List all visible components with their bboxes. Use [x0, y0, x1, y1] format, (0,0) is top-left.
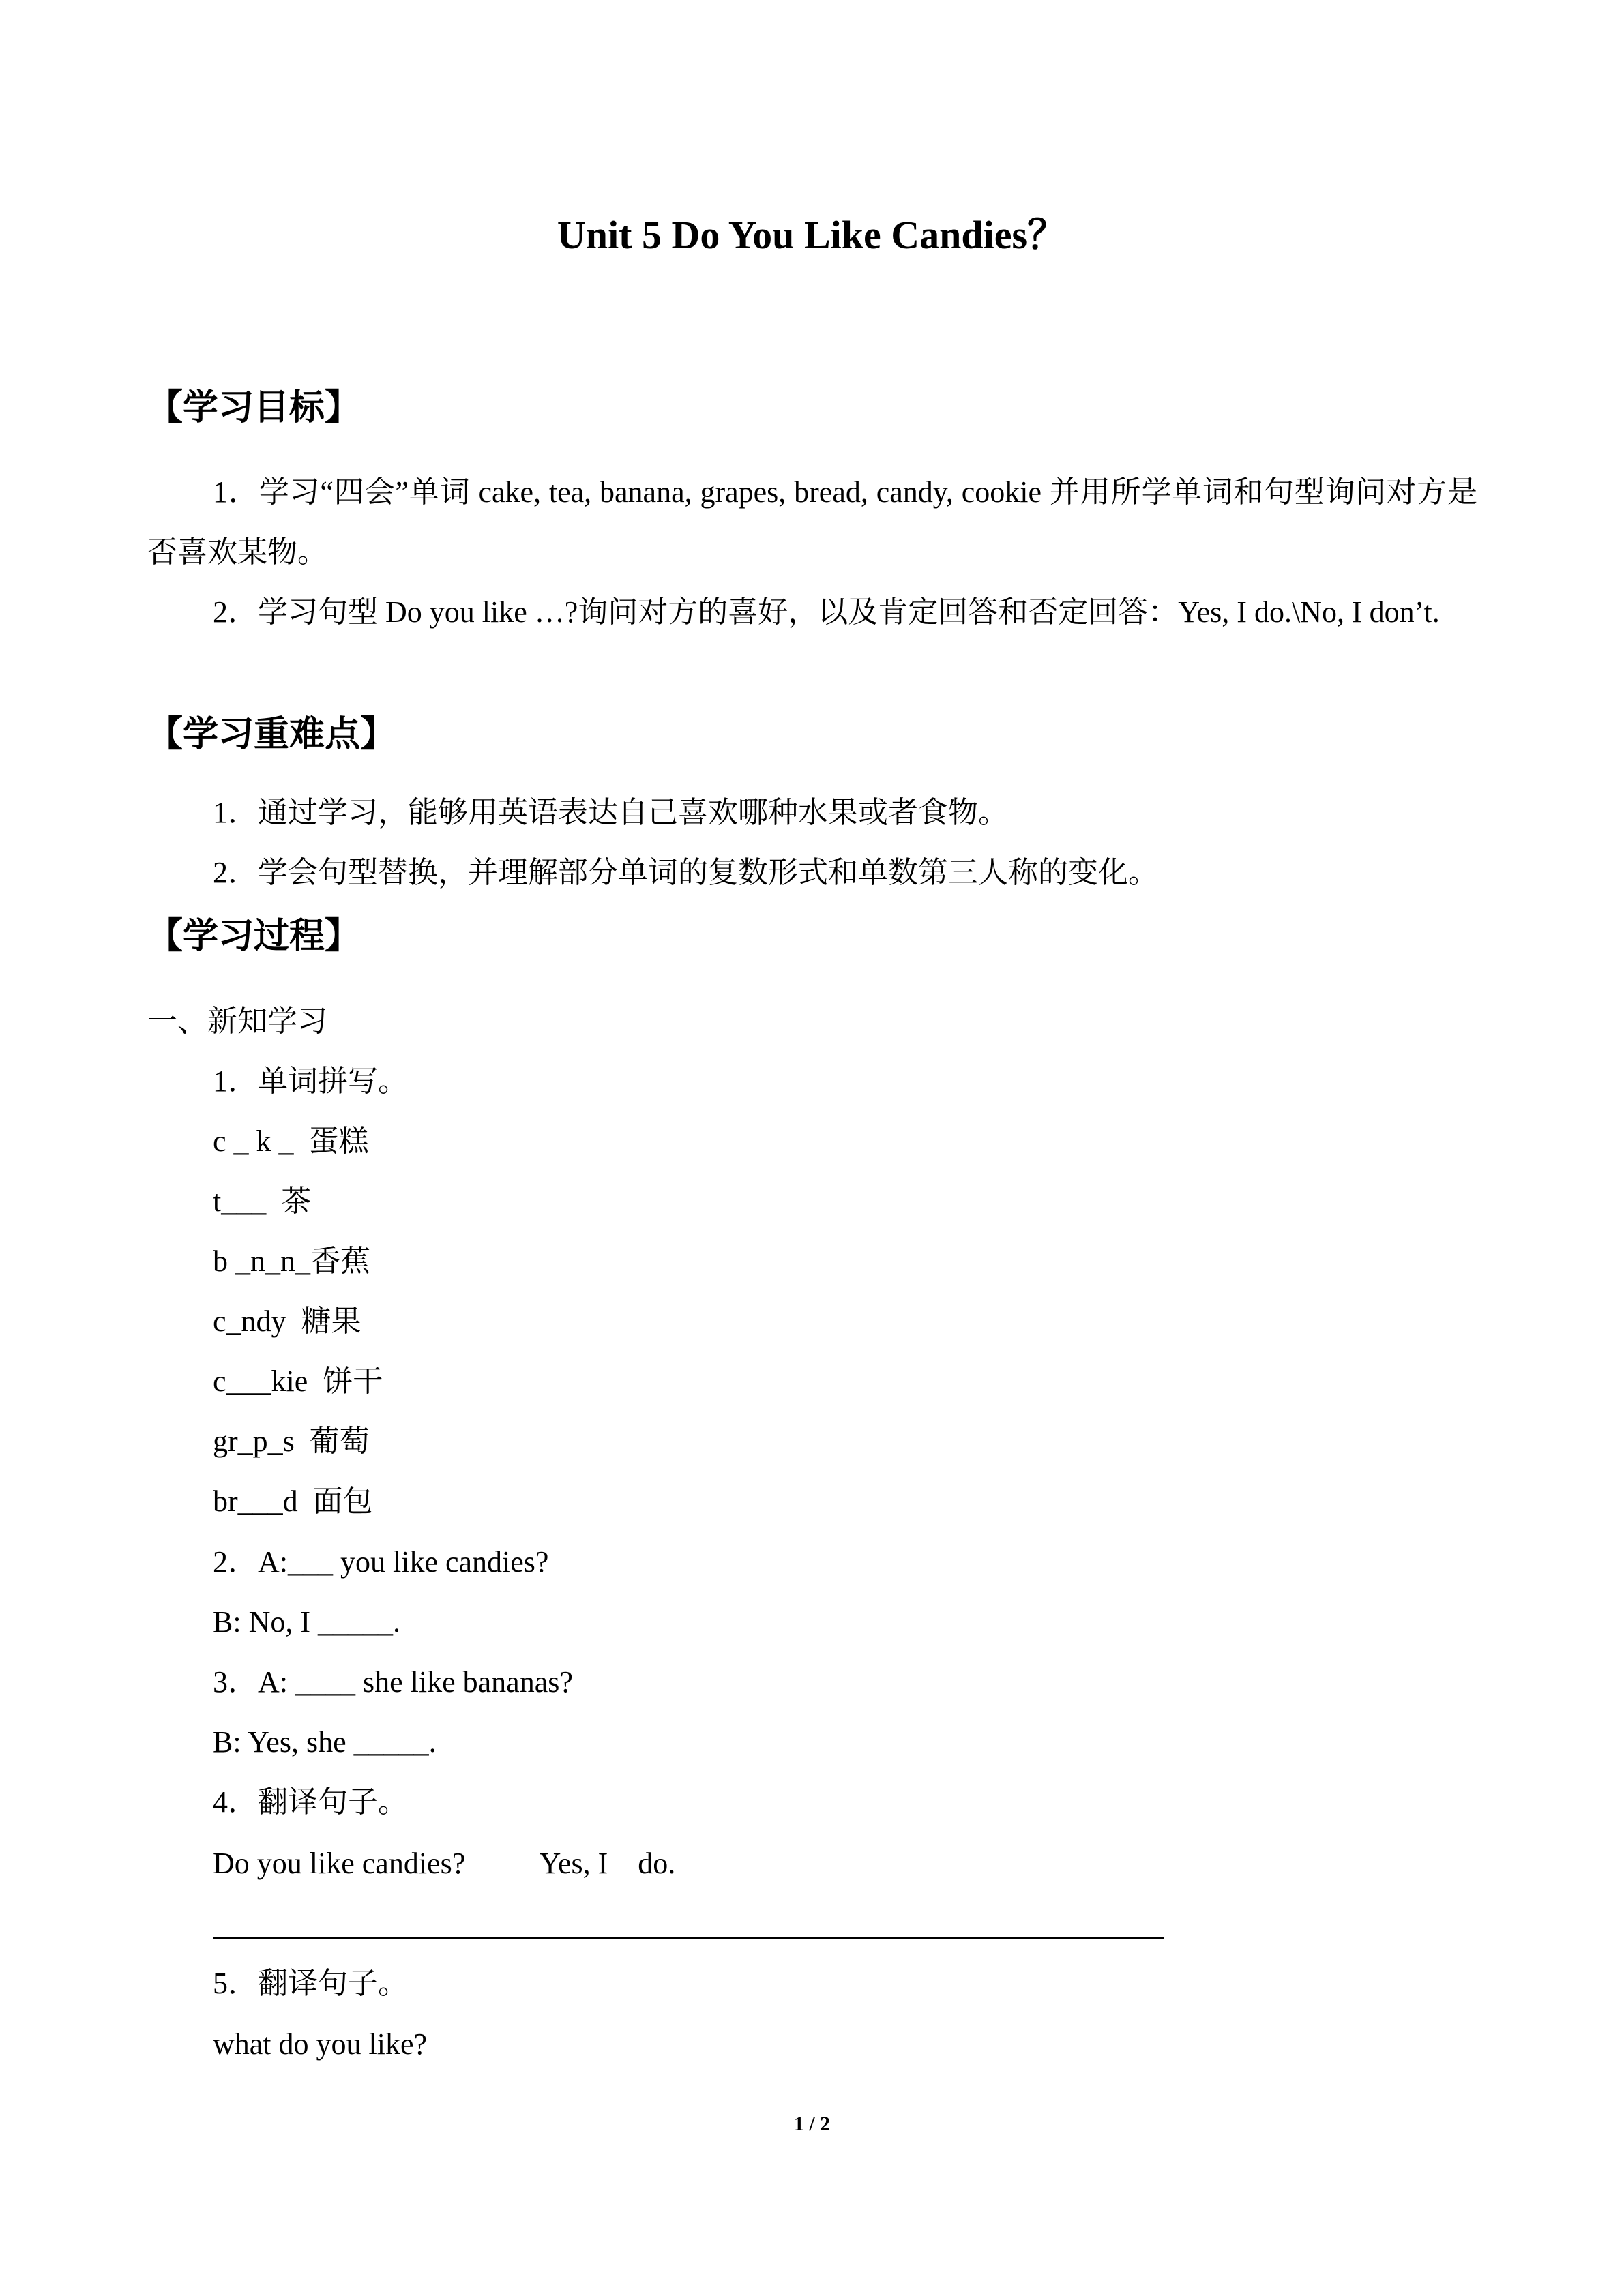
spelling-item: t___ 茶 [213, 1184, 312, 1218]
page-title: Unit 5 Do You Like Candies？ [557, 213, 1067, 257]
question-3-b: B: Yes, she _____. [213, 1725, 437, 1759]
spelling-item: gr_p_s 葡萄 [213, 1425, 370, 1458]
section-heading-objectives: 【学习目标】 [147, 387, 361, 428]
objective-paragraph-1: 1．学习“四会”单词 cake, tea, banana, grapes, bread, candy, cookie 并用所学单词和句型询问对方是否喜欢某物。 [147, 475, 1477, 569]
question-4-title: 4．翻译句子。 [213, 1785, 408, 1819]
answer-line [213, 1937, 1164, 1939]
section-heading-key-points: 【学习重难点】 [147, 714, 396, 755]
key-point-paragraph-2: 2．学会句型替换，并理解部分单词的复数形式和单数第三人称的变化。 [213, 856, 1158, 889]
spelling-item: c _ k _ 蛋糕 [213, 1124, 369, 1158]
spelling-item: b _n_n_香蕉 [213, 1244, 370, 1278]
spelling-item: c_ndy 糖果 [213, 1304, 361, 1338]
question-5-title: 5．翻译句子。 [213, 1967, 408, 2000]
question-3-a: 3．A: ____ she like bananas? [213, 1665, 573, 1699]
subheading-new-knowledge: 一、新知学习 [147, 1004, 327, 1038]
question-2-b: B: No, I _____. [213, 1605, 400, 1639]
spelling-item: br___d 面包 [213, 1485, 373, 1518]
section-heading-process: 【学习过程】 [147, 916, 361, 957]
question-2-a: 2．A:___ you like candies? [213, 1545, 549, 1579]
question-5-sentence: what do you like? [213, 2027, 428, 2061]
question-1-title: 1．单词拼写。 [213, 1064, 408, 1098]
objective-paragraph-2: 2．学习句型 Do you like …?询问对方的喜好，以及肯定回答和否定回答：Yes, I do.\No, I don’t. [213, 595, 1440, 629]
question-4-sentence: Do you like candies? Yes, I do. [213, 1847, 676, 1880]
page-number: 1 / 2 [793, 2113, 831, 2135]
spelling-item: c___kie 饼干 [213, 1365, 383, 1398]
key-point-paragraph-1: 1．通过学习，能够用英语表达自己喜欢哪种水果或者食物。 [213, 796, 1008, 829]
